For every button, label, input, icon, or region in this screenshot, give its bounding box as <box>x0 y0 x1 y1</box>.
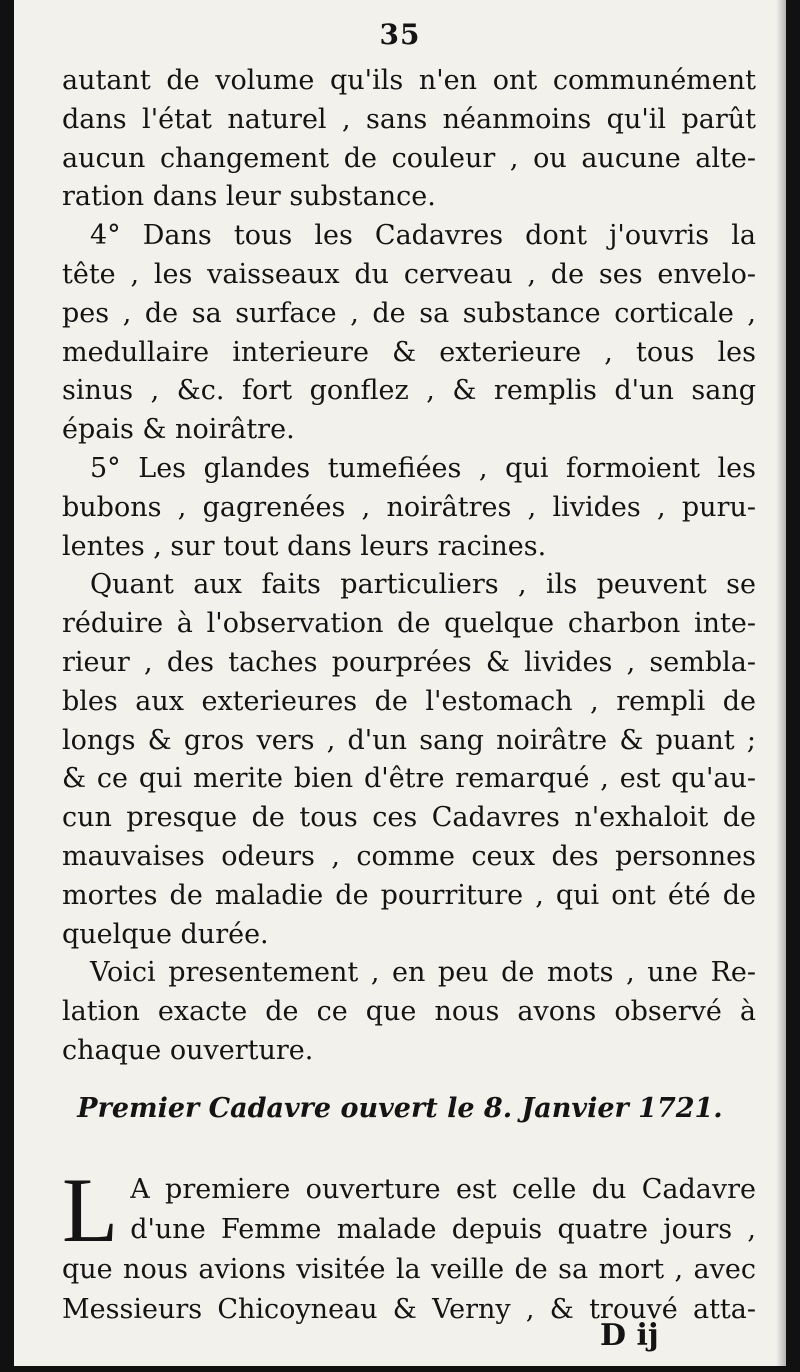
book-page <box>14 0 786 1366</box>
text-line: cun presque de tous ces Cadavres n'exhaloit de <box>62 802 756 834</box>
body-text <box>62 62 756 1071</box>
text-line: bubons , gagrenées , noirâtres , livides , puru- <box>62 491 756 523</box>
text-line: lentes , sur tout dans leurs racines. <box>62 530 547 562</box>
text-line: réduire à l'observation de quelque charbon inte- <box>62 608 756 640</box>
text-line: pes , de sa surface , de sa substance corticale , <box>62 297 756 329</box>
text-line: medullaire interieure & exterieure , tous les <box>62 336 756 368</box>
section-paragraph <box>62 1159 756 1330</box>
page-number: 35 <box>379 18 421 51</box>
text-line: 4° Dans tous les Cadavres dont j'ouvris la <box>90 220 756 252</box>
text-line: aucun changement de couleur , ou aucune alte- <box>62 142 756 174</box>
text-line: mauvaises odeurs , comme ceux des personnes <box>62 840 756 872</box>
text-line: longs & gros vers , d'un sang noirâtre & puant ; <box>62 724 756 756</box>
signature-mark: D ij <box>600 1318 659 1353</box>
text-line: bles aux exterieures de l'estomach , rempli de <box>62 685 756 717</box>
text-line: autant de volume qu'ils n'en ont communément <box>62 65 756 96</box>
text-line: d'une Femme malade depuis quatre jours , <box>130 1214 756 1245</box>
text-line: & ce qui merite bien d'être remarqué , est qu'au- <box>62 763 756 795</box>
text-line: dans l'état naturel , sans néanmoins qu'il parût <box>62 103 756 135</box>
text-line: 5° Les glandes tumefiées , qui formoient les <box>90 452 756 484</box>
text-line: tête , les vaisseaux du cerveau , de ses envelo- <box>62 258 756 290</box>
text-line: sinus , &c. fort gonflez , & remplis d'un sang <box>62 375 756 407</box>
text-line: mortes de maladie de pourriture , qui ont été de <box>62 879 756 911</box>
drop-cap: L <box>62 1159 119 1261</box>
text-line: Quant aux faits particuliers , ils peuvent se <box>90 569 756 601</box>
text-line: chaque ouverture. <box>62 1034 314 1066</box>
section-heading: Premier Cadavre ouvert le 8. Janvier 1721. <box>77 1093 723 1124</box>
text-line: Voici presentement , en peu de mots , une Re- <box>90 957 756 989</box>
text-line: Messieurs Chicoyneau & Verny , & trouvé atta- <box>62 1294 756 1325</box>
text-line: ration dans leur substance. <box>62 181 436 213</box>
text-line: que nous avions visitée la veille de sa mort , avec <box>62 1254 756 1285</box>
text-line: lation exacte de ce que nous avons observé à <box>62 996 756 1028</box>
text-line: A premiere ouverture est celle du Cadavre <box>130 1174 756 1205</box>
text-line: épais & noirâtre. <box>62 414 295 446</box>
text-line: rieur , des taches pourprées & livides , sembla- <box>62 646 756 678</box>
text-line: quelque durée. <box>62 918 269 950</box>
